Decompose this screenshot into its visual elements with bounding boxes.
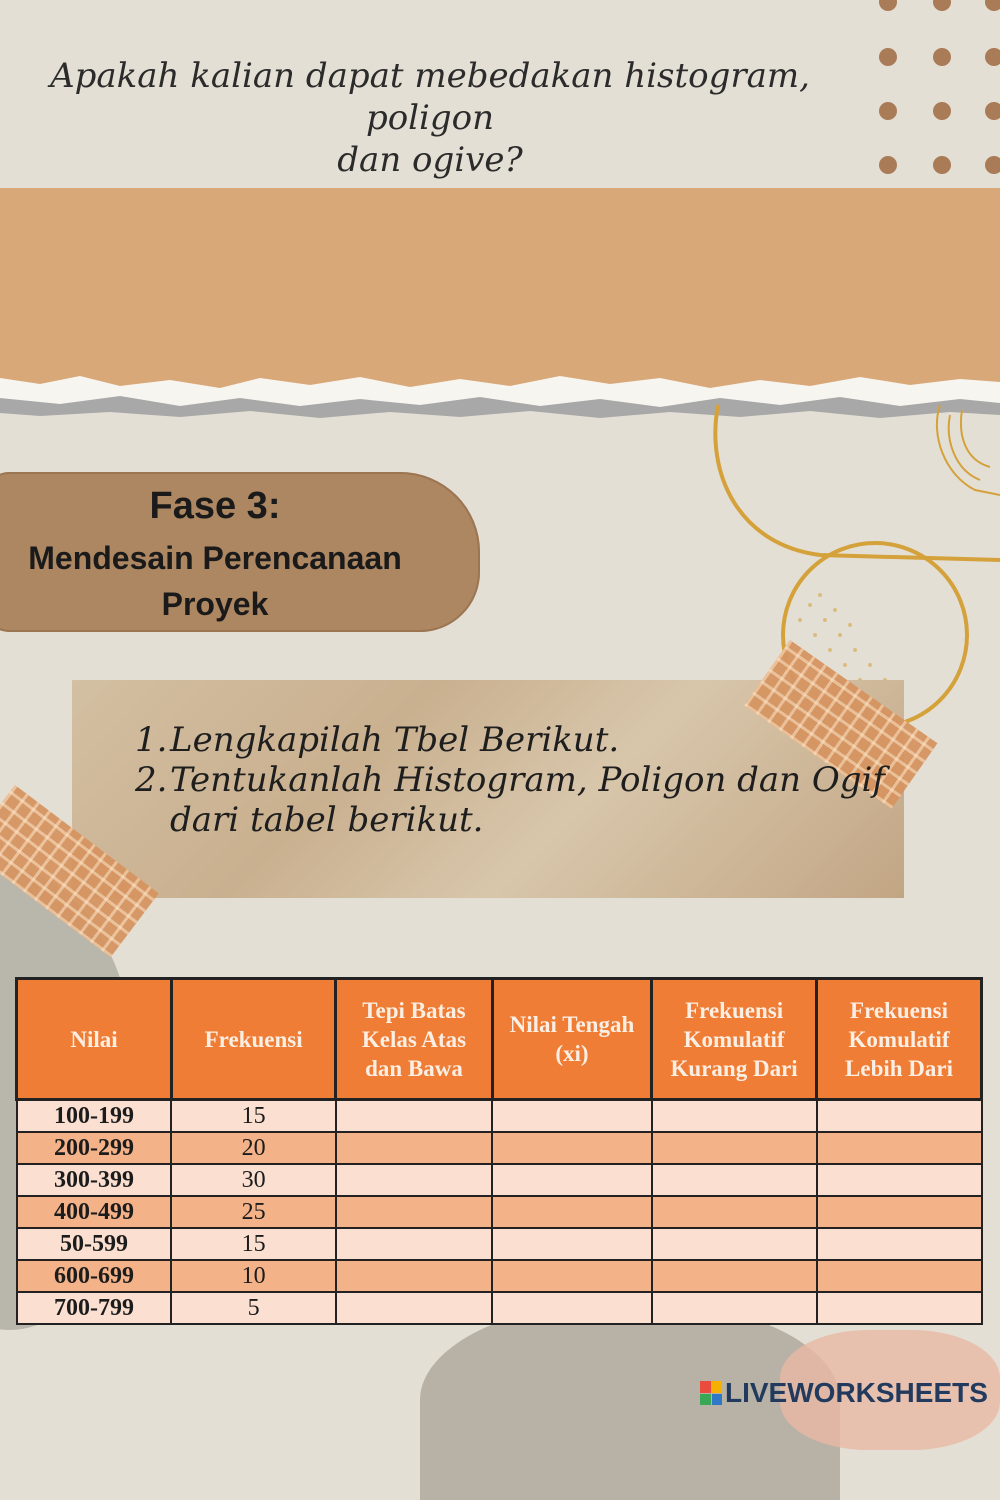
header-frek-lebih-dari: Frekuensi Komulatif Lebih Dari	[817, 979, 982, 1100]
answer-cell-tepi-batas[interactable]	[336, 1132, 492, 1164]
answer-cell-lebih-dari[interactable]	[817, 1100, 982, 1133]
table-row	[17, 1292, 982, 1324]
table-row	[17, 1164, 982, 1196]
header-nilai-tengah: Nilai Tengah (xi)	[492, 979, 652, 1100]
answer-cell-tepi-batas[interactable]	[336, 1196, 492, 1228]
cell-nilai: 400-499	[17, 1196, 172, 1228]
answer-cell-tepi-batas[interactable]	[336, 1292, 492, 1324]
cell-frekuensi: 5	[171, 1292, 335, 1324]
dot-pattern	[870, 0, 1000, 180]
liveworksheets-logo[interactable]	[700, 1378, 995, 1408]
answer-cell-lebih-dari[interactable]	[817, 1260, 982, 1292]
phase-subtitle-line1: Mendesain Perencanaan	[28, 540, 402, 576]
header-frekuensi: Frekuensi	[171, 979, 335, 1100]
cell-nilai: 100-199	[17, 1100, 172, 1133]
header-tepi-batas: Tepi Batas Kelas Atas dan Bawa	[336, 979, 492, 1100]
intro-question-line1: Apakah kalian dapat mebedakan histogram, poligon	[50, 56, 810, 138]
task-text-continued: dari tabel berikut.	[170, 800, 484, 840]
answer-cell-kurang-dari[interactable]	[652, 1196, 817, 1228]
task-text: Lengkapilah Tbel Berikut.	[170, 720, 620, 760]
answer-cell-lebih-dari[interactable]	[817, 1132, 982, 1164]
answer-cell-lebih-dari[interactable]	[817, 1196, 982, 1228]
table-row	[17, 1260, 982, 1292]
table-row	[17, 1100, 982, 1133]
cell-nilai: 300-399	[17, 1164, 172, 1196]
frequency-table	[15, 977, 983, 1325]
answer-cell-kurang-dari[interactable]	[652, 1260, 817, 1292]
task-number: 1.	[135, 720, 168, 760]
answer-cell-lebih-dari[interactable]	[817, 1164, 982, 1196]
cell-frekuensi: 15	[171, 1100, 335, 1133]
cell-frekuensi: 20	[171, 1132, 335, 1164]
header-frek-kurang-dari: Frekuensi Komulatif Kurang Dari	[652, 979, 817, 1100]
table-header-row	[17, 979, 982, 1100]
answer-cell-kurang-dari[interactable]	[652, 1228, 817, 1260]
answer-cell-kurang-dari[interactable]	[652, 1132, 817, 1164]
task-item-1	[135, 720, 895, 760]
answer-cell-tepi-batas[interactable]	[336, 1260, 492, 1292]
cell-frekuensi: 10	[171, 1260, 335, 1292]
table-row	[17, 1228, 982, 1260]
phase-subtitle-line2: Proyek	[161, 586, 269, 622]
cell-frekuensi: 15	[171, 1228, 335, 1260]
task-item-2	[135, 760, 895, 800]
answer-cell-kurang-dari[interactable]	[652, 1164, 817, 1196]
answer-cell-nilai-tengah[interactable]	[492, 1228, 652, 1260]
task-item-2-continued	[135, 800, 895, 840]
task-list	[135, 720, 895, 840]
cell-nilai: 600-699	[17, 1260, 172, 1292]
task-text: Tentukanlah Histogram, Poligon dan Ogif	[170, 760, 885, 800]
cell-nilai: 700-799	[17, 1292, 172, 1324]
answer-cell-nilai-tengah[interactable]	[492, 1292, 652, 1324]
answer-cell-nilai-tengah[interactable]	[492, 1260, 652, 1292]
answer-banner[interactable]	[0, 188, 1000, 388]
answer-cell-nilai-tengah[interactable]	[492, 1132, 652, 1164]
answer-cell-lebih-dari[interactable]	[817, 1292, 982, 1324]
answer-cell-nilai-tengah[interactable]	[492, 1196, 652, 1228]
table-row	[17, 1132, 982, 1164]
intro-question	[20, 55, 840, 181]
cell-nilai: 50-599	[17, 1228, 172, 1260]
phase-title: Fase 3:	[149, 485, 281, 527]
logo-text: LIVEWORKSHEETS	[725, 1377, 988, 1408]
answer-cell-nilai-tengah[interactable]	[492, 1100, 652, 1133]
cell-nilai: 200-299	[17, 1132, 172, 1164]
cell-frekuensi: 30	[171, 1164, 335, 1196]
answer-cell-tepi-batas[interactable]	[336, 1228, 492, 1260]
phase-subtitle	[0, 535, 430, 627]
intro-question-line2: dan ogive?	[337, 140, 523, 180]
answer-cell-kurang-dari[interactable]	[652, 1292, 817, 1324]
cell-frekuensi: 25	[171, 1196, 335, 1228]
answer-cell-kurang-dari[interactable]	[652, 1100, 817, 1133]
header-nilai: Nilai	[17, 979, 172, 1100]
task-number: 2.	[135, 760, 168, 800]
logo-icon	[700, 1381, 722, 1405]
answer-cell-tepi-batas[interactable]	[336, 1100, 492, 1133]
answer-cell-lebih-dari[interactable]	[817, 1228, 982, 1260]
answer-cell-nilai-tengah[interactable]	[492, 1164, 652, 1196]
table-row	[17, 1196, 982, 1228]
answer-cell-tepi-batas[interactable]	[336, 1164, 492, 1196]
